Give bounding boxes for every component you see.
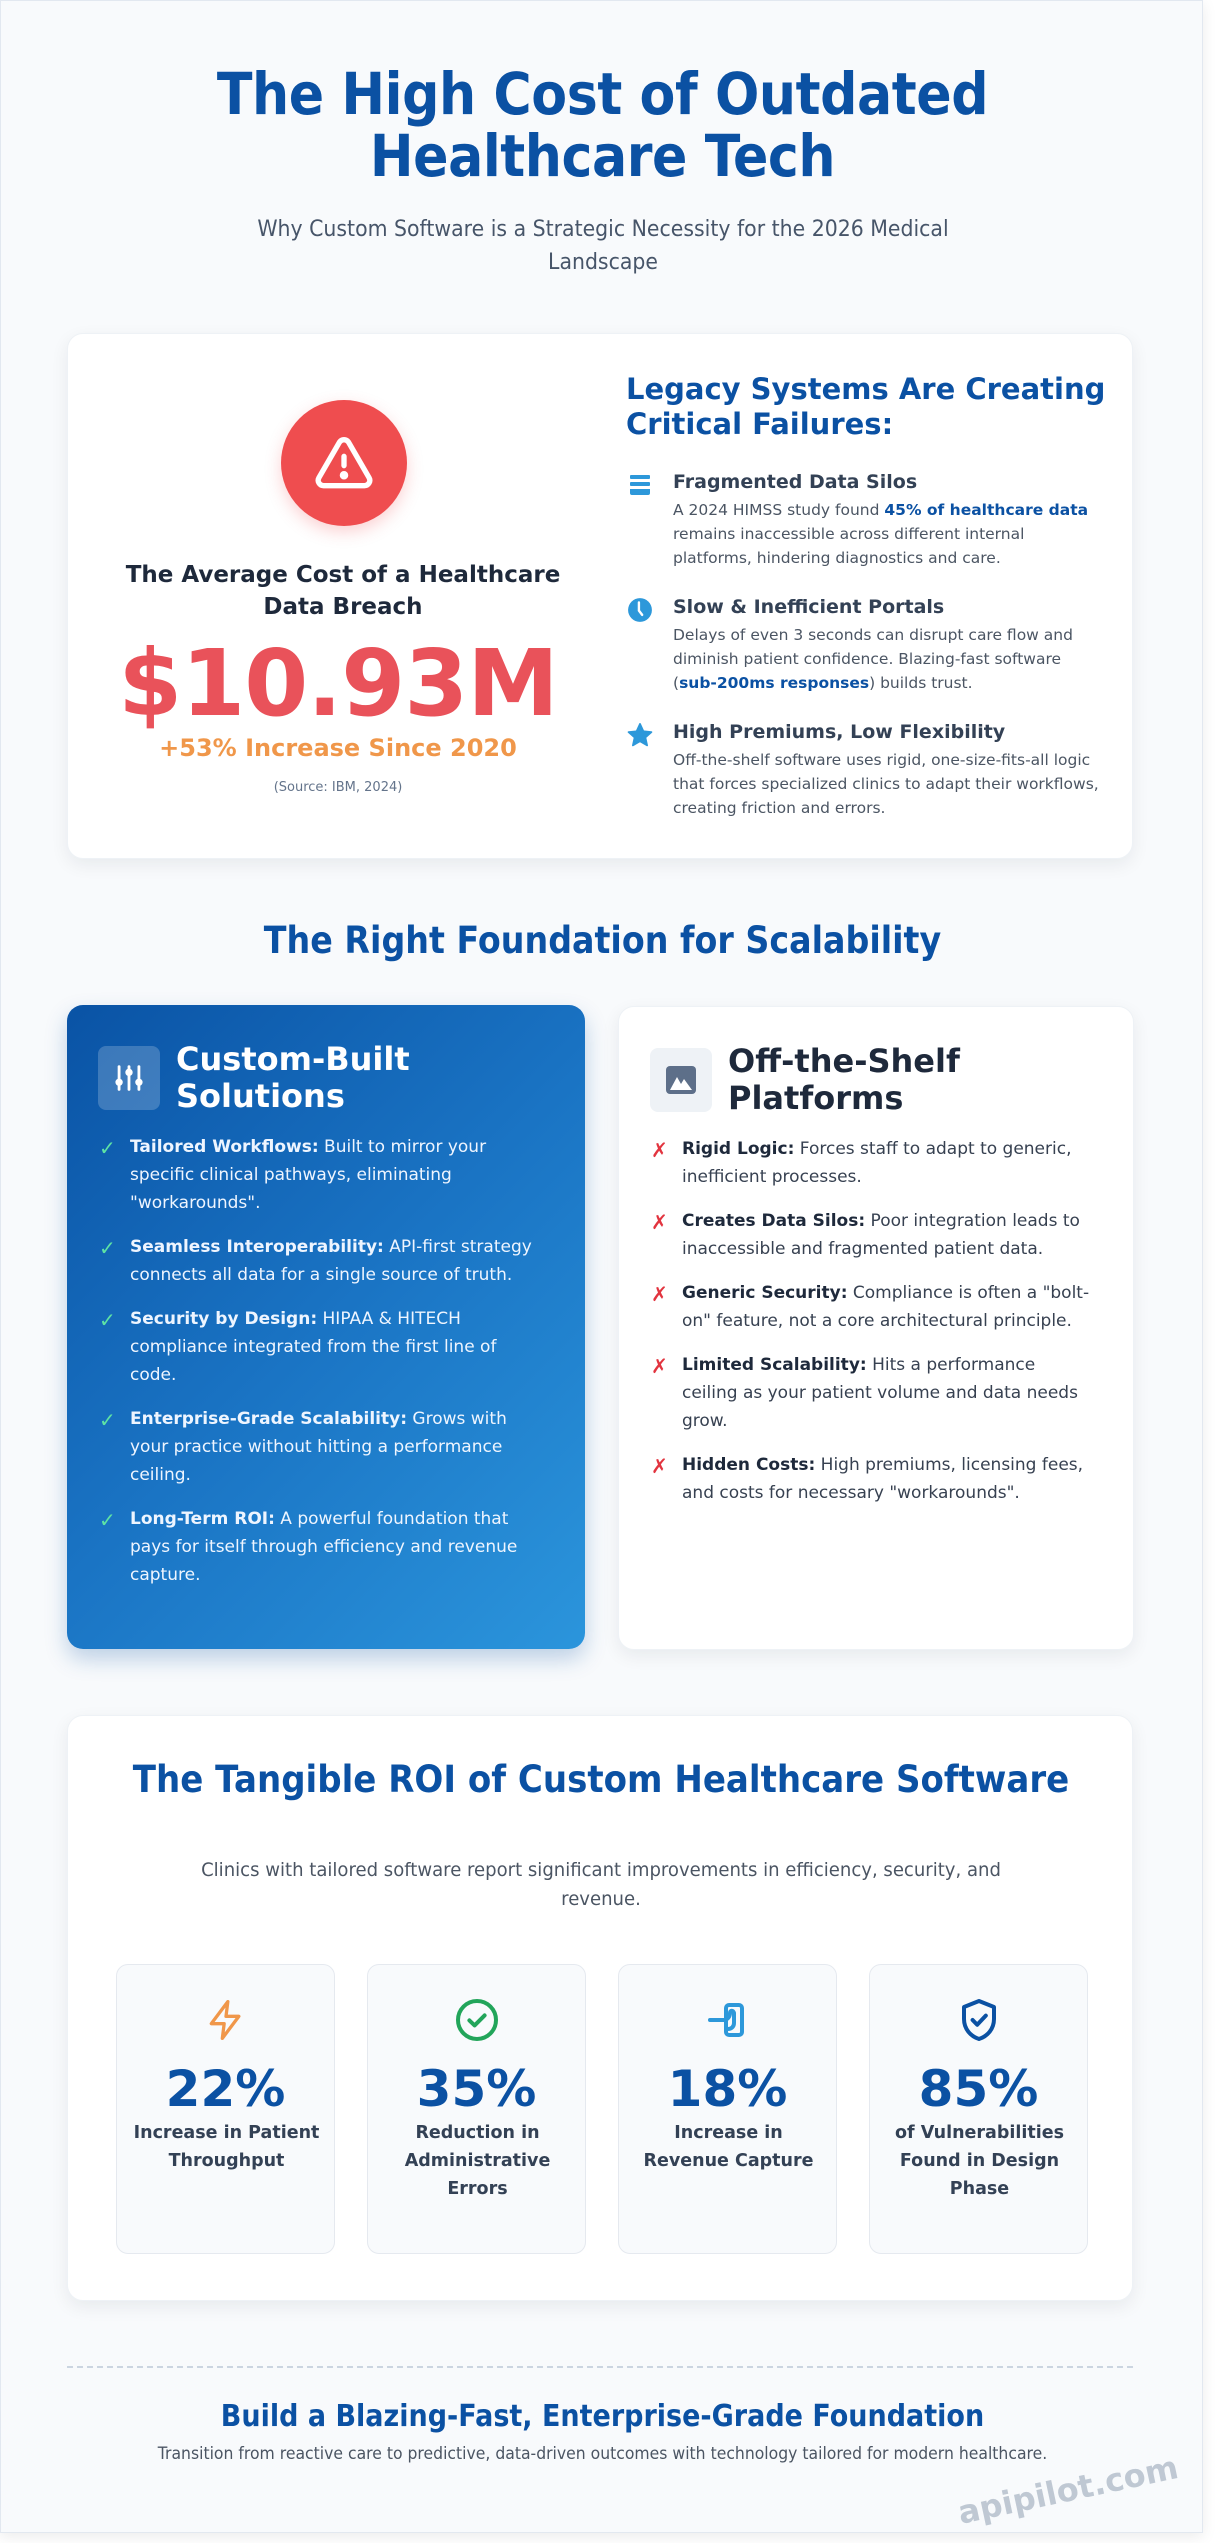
custom-card-title: Custom-Built Solutions	[176, 1040, 410, 1115]
desc-text: ) builds trust.	[869, 674, 973, 692]
custom-card-header	[98, 1041, 436, 1115]
clock-icon	[626, 597, 654, 623]
breach-cost-card	[67, 333, 1133, 859]
item-text: Compliance is often a "bolt-on" feature, not a core architectural principle.	[682, 1283, 1090, 1331]
item-heading: Tailored Workflows:	[130, 1137, 319, 1157]
stat-card-vulnerabilities	[869, 1964, 1088, 2254]
failure-title: High Premiums, Low Flexibility	[673, 721, 1006, 743]
breach-label: The Average Cost of a Healthcare Data Breach	[125, 562, 561, 620]
breach-increase: +53% Increase Since 2020	[159, 734, 517, 762]
item-text: Built to mirror your specific clinical pathways, eliminating "workarounds".	[130, 1137, 487, 1213]
roi-card	[67, 1715, 1133, 2301]
shelf-card-header	[650, 1043, 988, 1117]
desc-text: Delays of even 3 seconds can disrupt care flow and diminish patient confidence. Blazing-fast software (	[673, 626, 1073, 692]
list-item	[651, 1351, 1091, 1435]
check-icon: ✓	[99, 1236, 116, 1260]
failures-title: Legacy Systems Are Creating Critical Failures:	[626, 372, 1106, 441]
item-text: HIPAA & HITECH compliance integrated from the first line of code.	[130, 1309, 497, 1385]
item-heading: Enterprise-Grade Scalability:	[130, 1409, 408, 1429]
item-heading: Creates Data Silos:	[682, 1211, 866, 1231]
item-heading: Generic Security:	[682, 1283, 848, 1303]
database-icon	[626, 472, 654, 498]
stat-value: 35%	[416, 2060, 537, 2118]
footer-subtitle: Transition from reactive care to predictive, data-driven outcomes with technology tailored for modern healthcare.	[157, 2444, 1048, 2464]
item-heading: Seamless Interoperability:	[130, 1237, 384, 1257]
item-heading: Hidden Costs:	[682, 1455, 816, 1475]
item-text: Hits a performance ceiling as your patient volume and data needs grow.	[682, 1355, 1078, 1431]
check-icon: ✓	[99, 1408, 116, 1432]
breach-source: (Source: IBM, 2024)	[273, 780, 403, 795]
list-item	[651, 1135, 1091, 1191]
check-icon: ✓	[99, 1136, 116, 1160]
cross-icon: ✗	[651, 1138, 668, 1162]
list-item	[651, 1451, 1091, 1507]
breach-stat-panel	[68, 334, 608, 858]
stat-value: 85%	[918, 2060, 1039, 2118]
image-icon	[650, 1048, 712, 1112]
stat-value: 22%	[165, 2060, 286, 2118]
footer-title: Build a Blazing-Fast, Enterprise-Grade Foundation	[220, 2399, 985, 2434]
dashed-divider	[67, 2366, 1133, 2368]
roi-title: The Tangible ROI of Custom Healthcare Software	[132, 1758, 1070, 1801]
failure-title: Fragmented Data Silos	[673, 471, 918, 493]
desc-text: A 2024 HIMSS study found	[673, 501, 885, 519]
item-heading: Rigid Logic:	[682, 1139, 795, 1159]
item-text: A powerful foundation that pays for itself through efficiency and revenue capture.	[130, 1509, 518, 1585]
desc-highlight: 45% of healthcare data	[884, 501, 1089, 519]
item-text: Poor integration leads to inaccessible and fragmented patient data.	[682, 1211, 1080, 1259]
breach-cost-value: $10.93M	[118, 630, 558, 737]
list-item	[651, 1207, 1091, 1263]
check-icon: ✓	[99, 1308, 116, 1332]
stat-value: 18%	[667, 2060, 788, 2118]
roi-subtitle: Clinics with tailored software report significant improvements in efficiency, security, and revenue.	[201, 1859, 1001, 1910]
star-icon	[626, 722, 654, 748]
check-icon: ✓	[99, 1508, 116, 1532]
cross-icon: ✗	[651, 1282, 668, 1306]
list-item	[651, 1279, 1091, 1335]
item-text: Forces staff to adapt to generic, inefficient processes.	[682, 1139, 1072, 1187]
failure-desc: Off-the-shelf software uses rigid, one-size-fits-all logic that forces specialized clinics to adapt their workflows, creating friction and errors.	[673, 751, 1099, 817]
sliders-icon	[98, 1046, 160, 1110]
cross-icon: ✗	[651, 1454, 668, 1478]
failure-title: Slow & Inefficient Portals	[673, 596, 945, 618]
warning-triangle-icon	[281, 400, 407, 526]
shield-check-icon	[870, 1995, 1087, 2045]
cross-icon: ✗	[651, 1354, 668, 1378]
list-item	[99, 1233, 539, 1289]
item-heading: Security by Design:	[130, 1309, 318, 1329]
shelf-card-title: Off-the-Shelf Platforms	[728, 1042, 960, 1117]
off-the-shelf-card	[618, 1006, 1134, 1650]
failure-item	[626, 720, 1106, 820]
page-subtitle: Why Custom Software is a Strategic Necessity for the 2026 Medical Landscape	[256, 217, 949, 275]
watermark: apipilot.com	[954, 2448, 1182, 2532]
stat-label: Increase in Patient Throughput	[133, 2123, 320, 2171]
stat-label: of Vulnerabilities Found in Design Phase	[894, 2123, 1065, 2199]
check-circle-icon	[368, 1995, 585, 2045]
item-text: High premiums, licensing fees, and costs for necessary "workarounds".	[682, 1455, 1084, 1503]
failure-item	[626, 470, 1106, 570]
item-text: Grows with your practice without hitting a performance ceiling.	[130, 1409, 507, 1485]
custom-built-card	[67, 1005, 585, 1649]
item-heading: Limited Scalability:	[682, 1355, 867, 1375]
page-title: The High Cost of Outdated Healthcare Tech	[216, 60, 989, 190]
lightning-icon	[117, 1995, 334, 2045]
stat-label: Increase in Revenue Capture	[643, 2123, 814, 2171]
item-heading: Long-Term ROI:	[130, 1509, 275, 1529]
hand-card-icon	[619, 1995, 836, 2045]
stat-label: Reduction in Administrative Errors	[404, 2123, 551, 2199]
failure-desc	[673, 623, 1106, 695]
failure-item	[626, 595, 1106, 695]
list-item	[99, 1305, 539, 1389]
comparison-section-title: The Right Foundation for Scalability	[263, 919, 942, 962]
list-item	[99, 1405, 539, 1489]
failure-desc	[673, 498, 1106, 570]
cross-icon: ✗	[651, 1210, 668, 1234]
failures-panel	[626, 372, 1106, 820]
stat-card-revenue	[618, 1964, 837, 2254]
page-header	[1, 60, 1204, 279]
stat-card-throughput	[116, 1964, 335, 2254]
list-item	[99, 1505, 539, 1589]
item-text: API-first strategy connects all data for a single source of truth.	[130, 1237, 532, 1285]
shelf-drawbacks-list	[651, 1135, 1091, 1523]
stat-card-errors	[367, 1964, 586, 2254]
list-item	[99, 1133, 539, 1217]
desc-text: remains inaccessible across different internal platforms, hindering diagnostics and care.	[673, 525, 1025, 567]
desc-highlight: sub-200ms responses	[679, 674, 870, 692]
custom-benefits-list	[99, 1133, 539, 1605]
